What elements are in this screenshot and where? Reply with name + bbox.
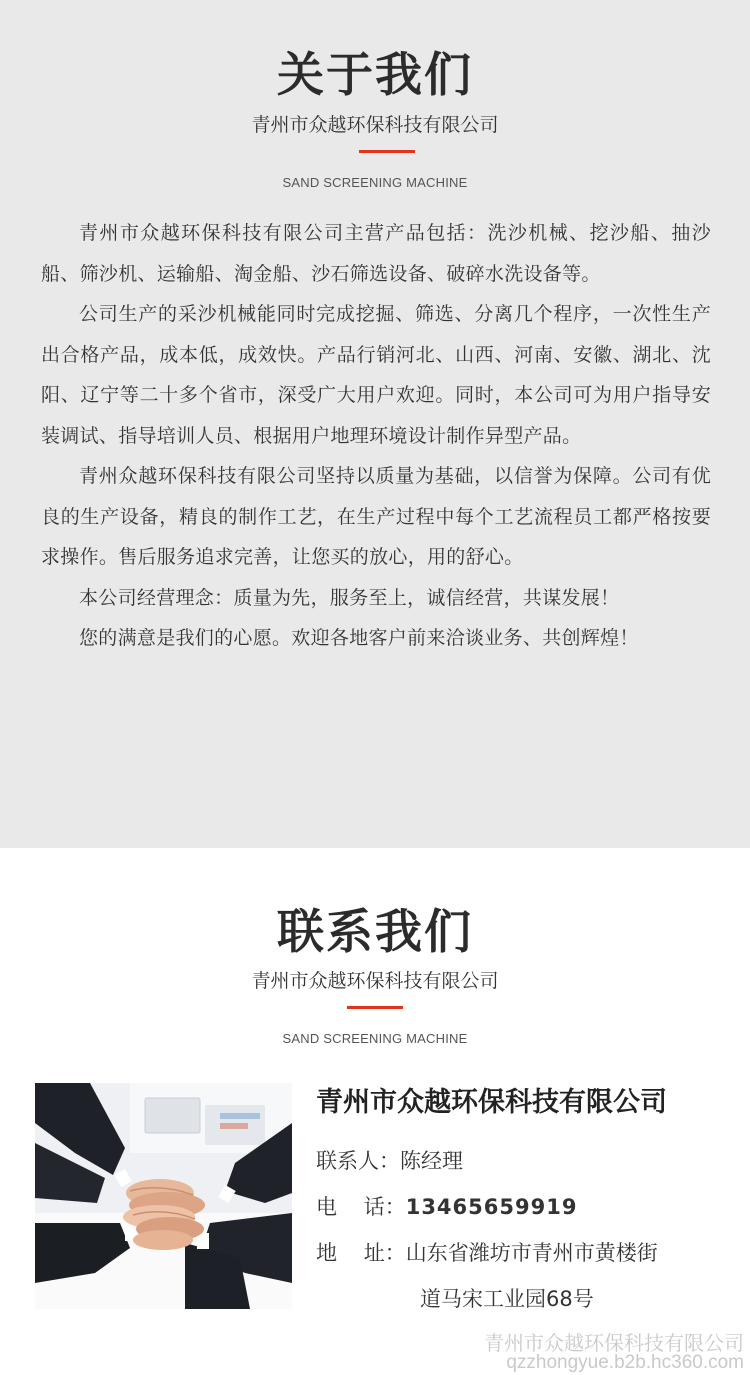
contact-person-row xyxy=(316,1145,463,1175)
contact-person-value: 陈经理 xyxy=(400,1149,463,1173)
contact-en-title: SAND SCREENING MACHINE xyxy=(282,1031,468,1046)
teamwork-hands-photo xyxy=(35,1083,292,1309)
address-line1: 山东省潍坊市青州市黄楼街 xyxy=(405,1241,658,1265)
about-paragraph: 公司生产的采沙机械能同时完成挖掘、筛选、分离几个程序，一次性生产出合格产品，成本低，成效快。产品行销河北、山西、河南、安徽、湖北、沈阳、辽宁等二十多个省市，深受广大用户欢迎。同时，本公司可为用户指导安装调试、指导培训人员、根据用户地理环境设计制作异型产品。 xyxy=(41,303,711,447)
company-name: 青州市众越环保科技有限公司 xyxy=(316,1087,667,1118)
contact-red-divider xyxy=(347,1006,403,1009)
phone-value[interactable]: 13465659919 xyxy=(405,1195,578,1219)
contact-person-label: 联系人： xyxy=(316,1149,400,1173)
watermark-company: 青州市众越环保科技有限公司 xyxy=(484,1331,744,1355)
about-paragraph: 青州市众越环保科技有限公司主营产品包括：洗沙机械、挖沙船、抽沙船、筛沙机、运输船、淘金船、沙石筛选设备、破碎水洗设备等。 xyxy=(41,222,711,285)
contact-title: 联系我们 xyxy=(277,905,473,960)
about-title: 关于我们 xyxy=(277,48,473,103)
phone-label: 电 话： xyxy=(316,1195,406,1219)
about-paragraph: 青州众越环保科技有限公司坚持以质量为基础，以信誉为保障。公司有优良的生产设备，精良的制作工艺，在生产过程中每个工艺流程员工都严格按要求操作。售后服务追求完善，让您买的放心，用的舒心。 xyxy=(41,465,711,568)
about-paragraph: 本公司经营理念：质量为先，服务至上，诚信经营，共谋发展！ xyxy=(79,586,620,609)
about-paragraph: 您的满意是我们的心愿。欢迎各地客户前来洽谈业务、共创辉煌！ xyxy=(79,627,639,649)
address-label: 地 址： xyxy=(316,1241,406,1265)
watermark-url: qzzhongyue.b2b.hc360.com xyxy=(506,1352,744,1373)
contact-subtitle: 青州市众越环保科技有限公司 xyxy=(251,970,499,992)
about-en-title: SAND SCREENING MACHINE xyxy=(282,175,468,190)
about-body xyxy=(41,213,711,659)
about-subtitle: 青州市众越环保科技有限公司 xyxy=(251,114,499,136)
address-line2: 道马宋工业园68号 xyxy=(420,1287,594,1311)
phone-row xyxy=(316,1191,577,1221)
about-red-divider xyxy=(359,150,415,153)
address-row xyxy=(316,1237,658,1267)
